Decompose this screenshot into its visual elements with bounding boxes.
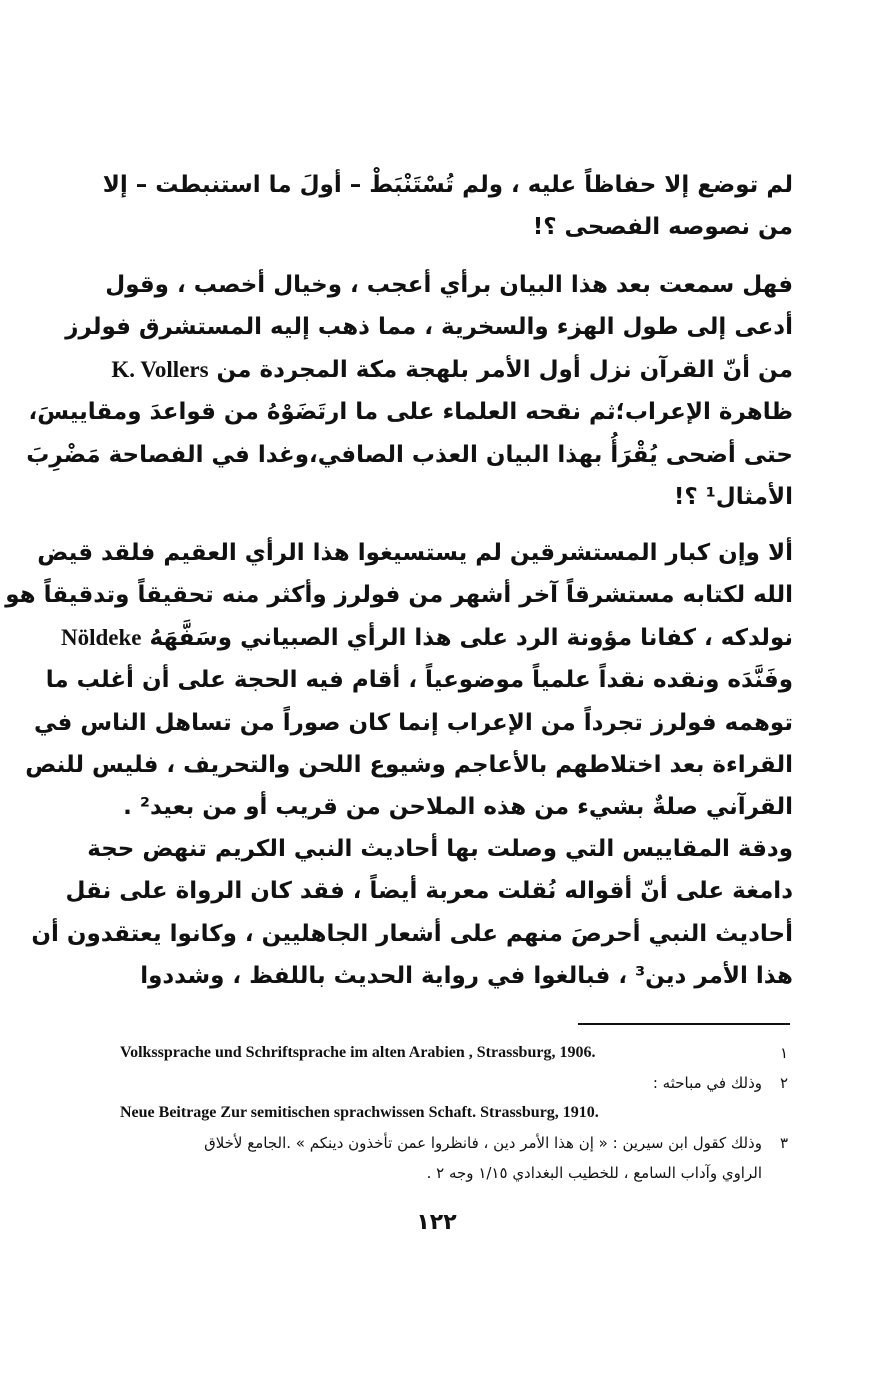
footnote-arabic-text: الراوي وآداب السامع ، للخطيب البغدادي ١/١٥ وجه ٢ . xyxy=(426,1164,762,1182)
footnote-arabic-text: وذلك في مباحثه : xyxy=(652,1074,762,1092)
footnote-3-continued xyxy=(118,1160,790,1190)
text-line: من أنّ القرآن نزل أول الأمر بلهجة مكة المجردة من xyxy=(216,356,793,383)
footnote-1 xyxy=(118,1040,790,1070)
paragraph-1 xyxy=(102,164,793,249)
paragraph-4 xyxy=(31,828,793,998)
paragraph-3 xyxy=(5,532,793,829)
text-line: هذا الأمر دين³ ، فبالغوا في رواية الحديث باللفظ ، وشددوا xyxy=(140,963,793,990)
paragraph-2 xyxy=(26,264,793,518)
text-line: القراءة بعد اختلاطهم بالأعاجم وشيوع اللحن والتحريف ، فليس للنص xyxy=(25,752,793,779)
footnote-number: ٣ xyxy=(779,1134,788,1152)
footnote-latin-text: Volksspraсhe und Schriftsprache im alten Arabien , Strassburg, 1906. xyxy=(120,1044,596,1061)
text-line-with-latin xyxy=(60,617,793,659)
footnote-2 xyxy=(118,1070,790,1100)
text-line: القرآني صلةٌ بشيء من هذه الملاحن من قريب أو من بعيد² . xyxy=(123,794,793,821)
text-line-with-latin xyxy=(111,349,793,391)
text-line: ألا وإن كبار المستشرقين لم يستسيغوا هذا الرأي العقيم فلقد قيض xyxy=(37,540,793,566)
text-line: نولدكه ، كفانا مؤونة الرد على هذا الرأي الصبياني وسَفَّهَهُ xyxy=(149,624,793,651)
text-line: حتى أضحى يُقْرَأُ بهذا البيان العذب الصافي،وغدا في الفصاحة مَضْرِبَ xyxy=(26,441,793,468)
text-line: توهمه فولرز تجرداً من الإعراب إنما كان صوراً من تساهل الناس في xyxy=(34,709,793,736)
footnote-number: ٢ xyxy=(779,1074,788,1092)
text-line: وفَنَّدَه ونقده نقداً علمياً موضوعياً ، أقام فيه الحجة على أن أغلب ما xyxy=(45,667,793,694)
latin-name-noldeke: Nöldeke xyxy=(60,624,142,650)
text-line: من نصوصه الفصحى ؟! xyxy=(532,214,793,241)
footnotes xyxy=(118,1040,790,1190)
footnote-2-reference xyxy=(118,1100,790,1130)
footnote-3 xyxy=(118,1130,790,1160)
page-number: ١٢٢ xyxy=(416,1210,457,1235)
text-line: فهل سمعت بعد هذا البيان برأي أعجب ، وخيال أخصب ، وقول xyxy=(105,272,793,298)
latin-name-vollers: K. Vollers xyxy=(111,356,209,382)
text-line: أدعى إلى طول الهزء والسخرية ، مما ذهب إليه المستشرق فولرز xyxy=(65,314,793,341)
footnote-divider xyxy=(578,1023,790,1025)
text-line: لم توضع إلا حفاظاً عليه ، ولم تُسْتَنْبَطْ – أولَ ما استنبطت – إلا xyxy=(102,172,793,198)
text-line: ظاهرة الإعراب؛ثم نقحه العلماء على ما ارتَضَوْهُ من قواعدَ ومقاييسَ، xyxy=(28,399,793,426)
footnote-latin-text: Neue Beitrage Zur semitischen sprachwissen Schaft. Strassburg, 1910. xyxy=(120,1104,599,1121)
text-line: الأمثال¹ ؟! xyxy=(673,484,793,511)
footnote-arabic-text: وذلك كقول ابن سيرين : « إن هذا الأمر دين ، فانظروا عمن تأخذون دينكم » .الجامع لأخلاق xyxy=(204,1134,762,1152)
text-line: ودقة المقاييس التي وصلت بها أحاديث النبي الكريم تنهض حجة xyxy=(87,836,793,862)
text-line: دامغة على أنّ أقواله نُقلت معربة أيضاً ، فقد كان الرواة على نقل xyxy=(65,878,793,905)
footnote-number: ١ xyxy=(779,1044,788,1062)
text-line: أحاديث النبي أحرصَ منهم على أشعار الجاهليين ، وكانوا يعتقدون أن xyxy=(31,920,793,947)
text-line: الله لكتابه مستشرقاً آخر أشهر من فولرز وأكثر منه تحقيقاً وتدقيقاً هو xyxy=(5,582,793,609)
